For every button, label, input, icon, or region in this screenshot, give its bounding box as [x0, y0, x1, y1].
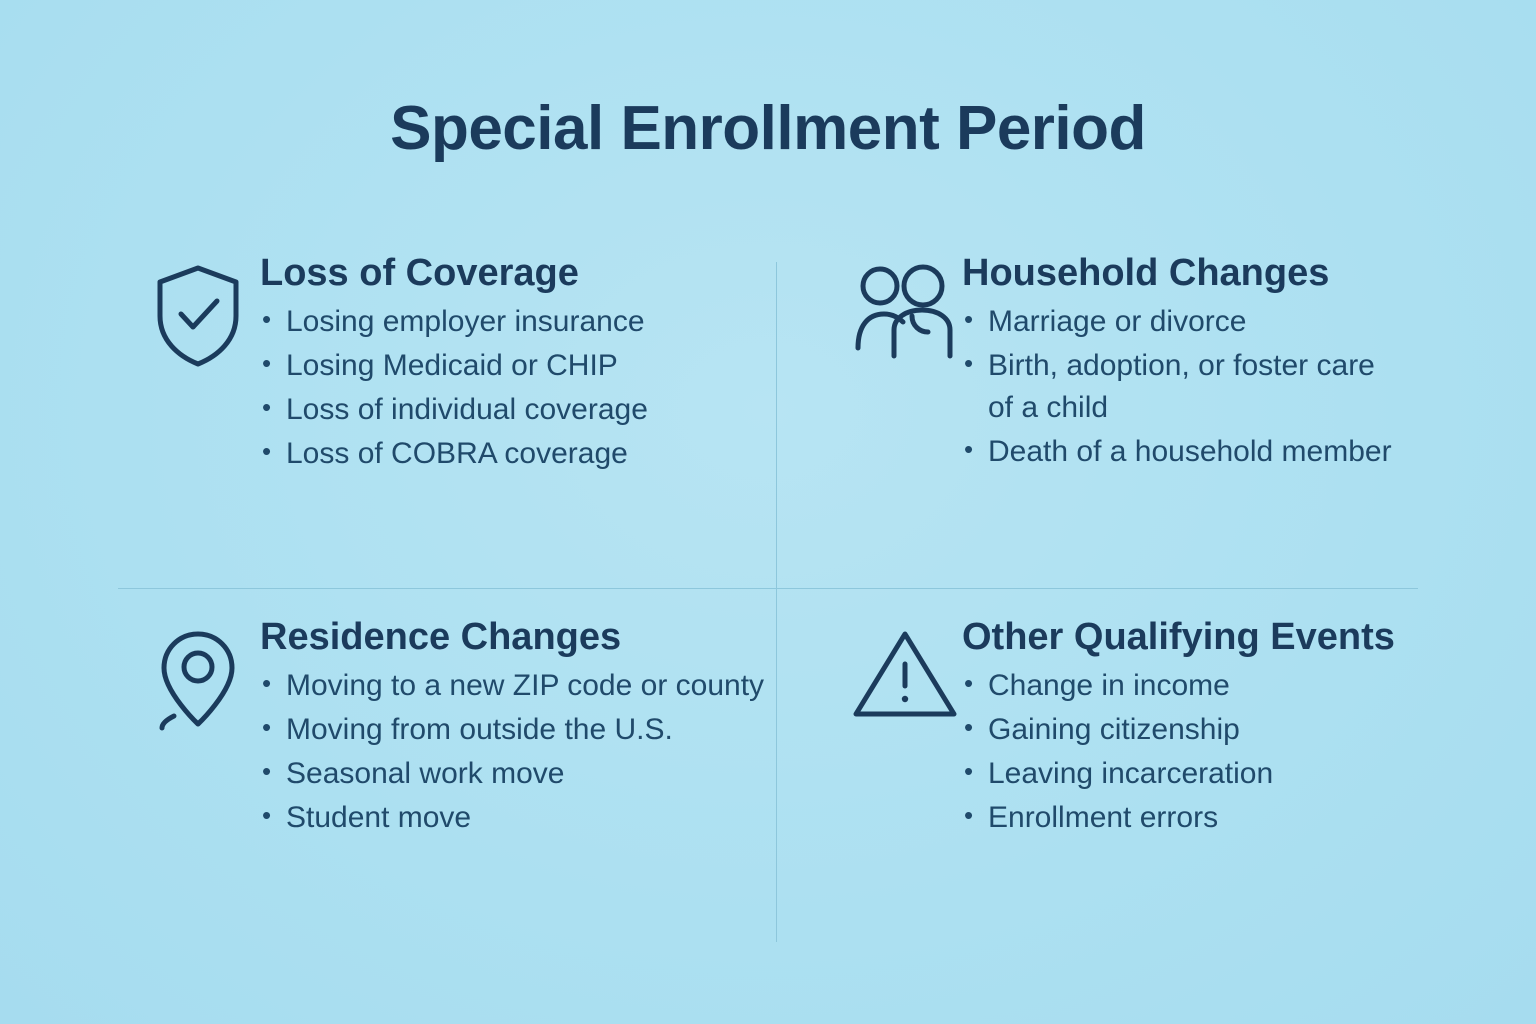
page-title: Special Enrollment Period — [390, 94, 1146, 163]
list-item: • Losing Medicaid or CHIP — [260, 345, 768, 387]
category-title: Household Changes — [962, 252, 1330, 294]
list-item: • Moving from outside the U.S. — [260, 709, 768, 751]
people-household-icon — [850, 260, 962, 370]
category-item-list — [962, 301, 1408, 473]
category-content — [962, 252, 1408, 475]
category-grid — [118, 252, 1418, 992]
list-item: • Enrollment errors — [962, 797, 1408, 839]
list-item: • Gaining citizenship — [962, 709, 1408, 751]
list-item: • Moving to a new ZIP code or county — [260, 665, 768, 707]
warning-triangle-icon — [850, 624, 962, 724]
list-item: • Birth, adoption, or foster care of a child — [962, 345, 1408, 429]
shield-check-icon — [148, 260, 260, 372]
category-residence-changes — [118, 588, 778, 992]
category-item-list — [260, 665, 768, 839]
list-item: • Loss of individual coverage — [260, 389, 768, 431]
list-item: • Student move — [260, 797, 768, 839]
location-pin-icon — [148, 624, 260, 736]
list-item: • Losing employer insurance — [260, 301, 768, 343]
list-item: • Seasonal work move — [260, 753, 768, 795]
category-content — [260, 252, 768, 477]
list-item: • Marriage or divorce — [962, 301, 1408, 343]
category-content — [962, 616, 1408, 841]
category-household-changes — [778, 252, 1418, 588]
category-item-list — [260, 301, 768, 475]
category-title: Loss of Coverage — [260, 252, 579, 294]
category-loss-of-coverage — [118, 252, 778, 588]
list-item: • Leaving incarceration — [962, 753, 1408, 795]
category-item-list — [962, 665, 1408, 839]
list-item: • Loss of COBRA coverage — [260, 433, 768, 475]
list-item: • Death of a household member — [962, 431, 1408, 473]
list-item: • Change in income — [962, 665, 1408, 707]
category-title: Residence Changes — [260, 616, 622, 658]
category-title: Other Qualifying Events — [962, 616, 1395, 658]
category-content — [260, 616, 768, 841]
category-other-qualifying-events — [778, 588, 1418, 992]
